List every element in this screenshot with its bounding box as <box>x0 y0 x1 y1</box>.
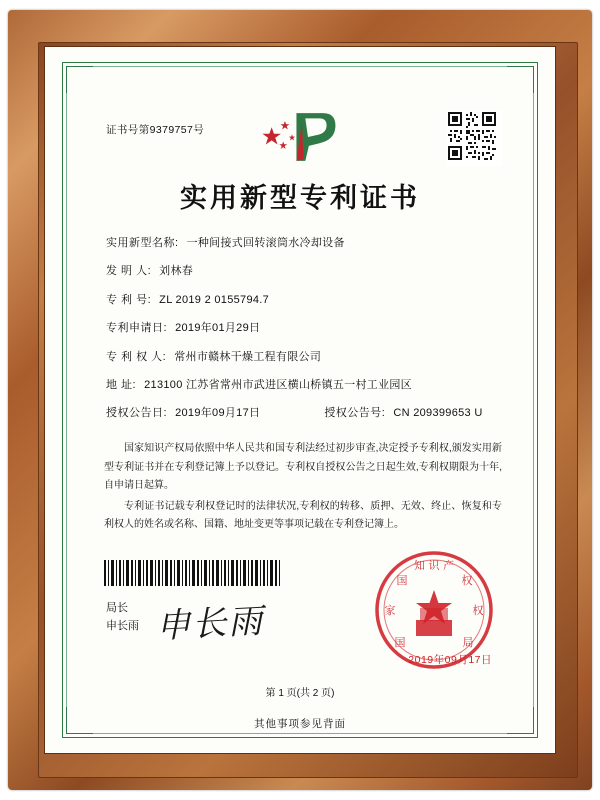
certificate-number: 证书号第9379757号 <box>106 124 205 136</box>
field-value: 常州市赣林干燥工程有限公司 <box>174 350 322 363</box>
svg-text:国: 国 <box>394 636 406 649</box>
field-row-application-date <box>106 321 502 336</box>
director-signature-label <box>106 600 139 635</box>
field-value: 2019年01月29日 <box>175 322 261 335</box>
field-value: 刘林春 <box>159 265 194 278</box>
field-value: 213100 江苏省常州市武进区横山桥镇五一村工业园区 <box>144 378 412 391</box>
qr-code-icon <box>446 110 502 166</box>
seal-date: 2019年09月17日 <box>408 654 492 666</box>
field-list <box>106 236 502 435</box>
grant-date-label: 授权公告日: <box>106 407 168 420</box>
svg-text:知 识 产: 知 识 产 <box>414 559 454 572</box>
field-row-patentee <box>106 350 502 365</box>
grant-date-value: 2019年09月17日 <box>175 407 261 420</box>
field-row-grant-announcement <box>106 406 502 421</box>
svg-text:权: 权 <box>472 604 484 617</box>
field-value: ZL 2019 2 0155794.7 <box>159 293 270 306</box>
field-label: 专利申请日: <box>106 322 168 335</box>
page-indicator: 第 1 页(共 2 页) <box>265 688 335 699</box>
director-title: 局长 <box>106 602 128 614</box>
page-title: 实用新型专利证书 <box>180 183 420 214</box>
patent-certificate <box>46 48 554 752</box>
grant-number-value: CN 209399653 U <box>393 407 483 420</box>
field-label: 专 利 号: <box>106 293 152 306</box>
svg-text:局: 局 <box>462 636 474 649</box>
svg-text:权: 权 <box>461 574 473 587</box>
corner-ornament-top-right <box>507 66 534 93</box>
field-row-utility-model-name <box>106 236 502 251</box>
svg-text:家: 家 <box>384 604 396 617</box>
svg-text:国: 国 <box>396 574 408 587</box>
field-label: 专 利 权 人: <box>106 350 167 363</box>
legal-paragraph-2: 专利证书记载专利权登记时的法律状况,专利权的转移、质押、无效、终止、恢复和专利权人的姓名或名称、国籍、地址变更等事项记载在专利登记簿上。 <box>104 500 502 530</box>
field-value: 一种间接式回转滚筒水冷却设备 <box>186 237 345 249</box>
field-label: 发 明 人: <box>106 265 152 278</box>
grant-number-label: 授权公告号: <box>324 407 386 420</box>
footer-note: 其他事项参见背面 <box>254 718 346 730</box>
field-label: 地 址: <box>106 378 137 391</box>
legal-paragraph-1: 国家知识产权局依照中华人民共和国专利法经过初步审查,决定授予专利权,颁发实用新型专利证书并在专利登记簿上予以登记。专利权自授权公告之日起生效,专利权期限为十年,自申请日起算。 <box>104 443 502 491</box>
field-row-patent-number <box>106 293 502 308</box>
legal-text-block <box>104 440 502 537</box>
field-row-inventor <box>106 264 502 279</box>
corner-ornament-top-left <box>66 66 93 93</box>
field-row-address <box>106 378 502 393</box>
director-name: 申长雨 <box>106 619 139 632</box>
field-label: 实用新型名称: <box>106 237 179 249</box>
barcode-icon <box>104 560 280 586</box>
handwritten-signature: 申长雨 <box>155 601 266 647</box>
cnipa-logo-icon <box>246 106 354 168</box>
